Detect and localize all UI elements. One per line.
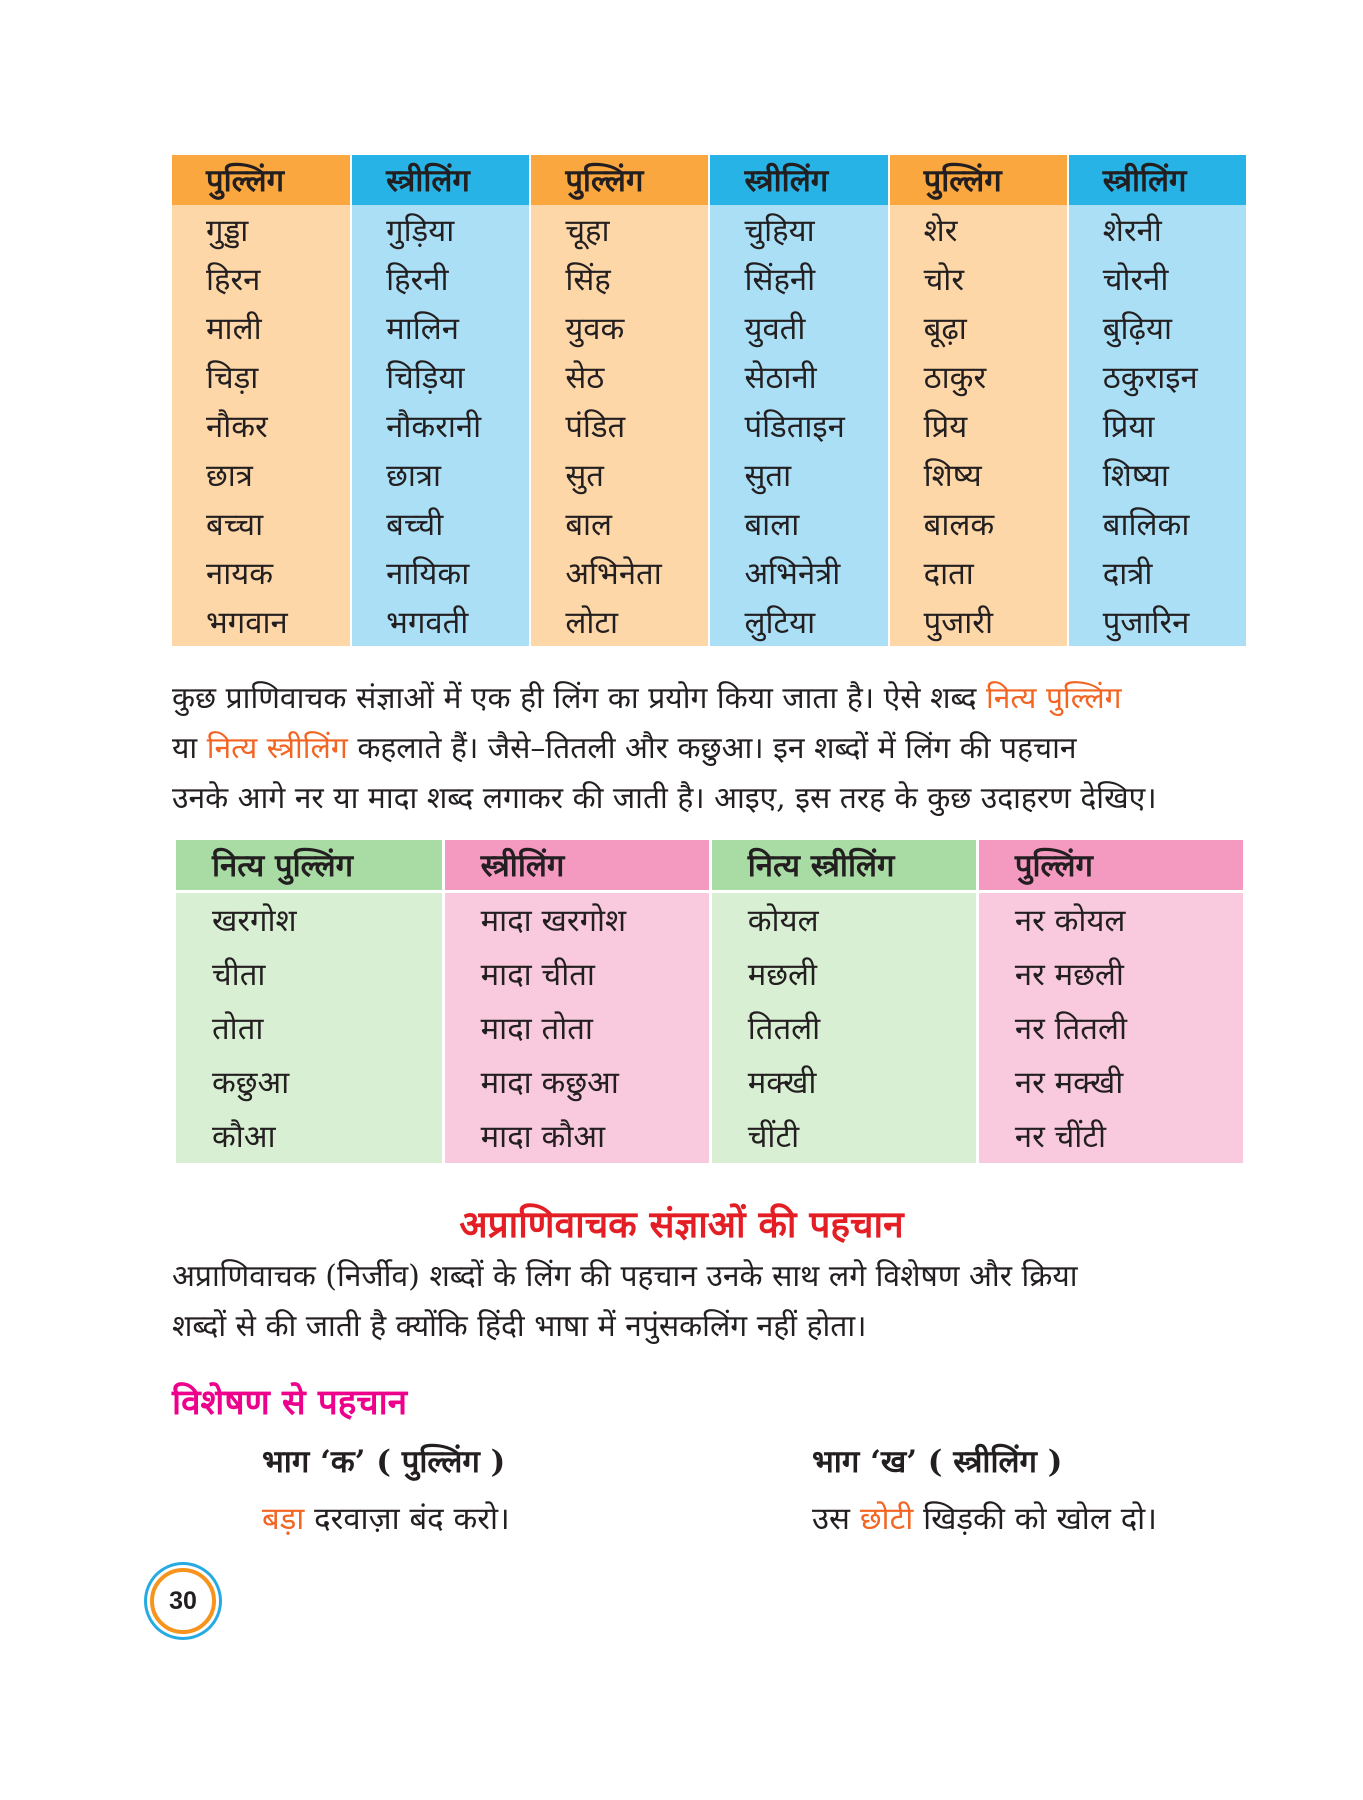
table-header-row — [172, 155, 1247, 205]
table-cell: सेठ — [530, 352, 709, 401]
column-header: पुल्लिंग — [889, 155, 1068, 205]
table-cell: नर कोयल — [977, 892, 1244, 948]
table-cell: दाता — [889, 548, 1068, 597]
table-cell: चिड़ा — [172, 352, 351, 401]
intro-line-2 — [172, 724, 1252, 774]
table-cell: पुजारी — [889, 597, 1068, 646]
table-cell: नर मक्खी — [977, 1055, 1244, 1109]
table-cell: बालिका — [1068, 499, 1247, 548]
table-cell: बाल — [530, 499, 709, 548]
text-span: कहलाते हैं। जैसे–तितली और कछुआ। इन शब्दों में लिंग की पहचान — [347, 731, 1077, 766]
part-a-sentence — [262, 1497, 510, 1539]
table-cell: बूढ़ा — [889, 303, 1068, 352]
table-row — [172, 450, 1247, 499]
table-row — [172, 499, 1247, 548]
text-span: दरवाज़ा बंद करो। — [304, 1501, 510, 1537]
table-cell: चींटी — [710, 1109, 977, 1163]
table-row — [172, 303, 1247, 352]
highlight-term: नित्य पुल्लिंग — [985, 681, 1122, 716]
table-cell: चूहा — [530, 205, 709, 254]
part-b-sentence — [812, 1497, 1157, 1539]
column-header: पुल्लिंग — [977, 840, 1244, 892]
table-cell: मछली — [710, 947, 977, 1001]
table-cell: कोयल — [710, 892, 977, 948]
table-cell: नौकरानी — [351, 401, 530, 450]
gender-table-2 — [176, 840, 1246, 1163]
table-cell: बच्ची — [351, 499, 530, 548]
body-line-2: शब्दों से की जाती है क्योंकि हिंदी भाषा में नपुंसकलिंग नहीं होता। — [172, 1309, 867, 1344]
table-cell: हिरनी — [351, 254, 530, 303]
table-cell: भगवती — [351, 597, 530, 646]
table-cell: मक्खी — [710, 1055, 977, 1109]
column-header: नित्य पुल्लिंग — [176, 840, 443, 892]
table-body — [176, 892, 1245, 1164]
table-cell: ठाकुर — [889, 352, 1068, 401]
table-cell: तोता — [176, 1001, 443, 1055]
table-cell: शेर — [889, 205, 1068, 254]
table-cell: गुड्डा — [172, 205, 351, 254]
table-cell: लुटिया — [709, 597, 888, 646]
table-cell: पंडित — [530, 401, 709, 450]
table-cell: खरगोश — [176, 892, 443, 948]
table-cell: कौआ — [176, 1109, 443, 1163]
table-cell: पुजारिन — [1068, 597, 1247, 646]
table-row — [176, 1109, 1245, 1163]
table-cell: प्रिय — [889, 401, 1068, 450]
table-row — [172, 352, 1247, 401]
table-cell: सुता — [709, 450, 888, 499]
table-header-row — [176, 840, 1245, 892]
table-cell: शिष्य — [889, 450, 1068, 499]
part-b-label: भाग ‘ख’ ( स्त्रीलिंग ) — [812, 1444, 1063, 1480]
table-cell: युवक — [530, 303, 709, 352]
page-number: 30 — [150, 1568, 216, 1634]
gender-table-1 — [172, 155, 1248, 646]
table-row — [176, 1001, 1245, 1055]
table-cell: अभिनेत्री — [709, 548, 888, 597]
highlight-term: छोटी — [859, 1501, 914, 1537]
body-line-1: अप्राणिवाचक (निर्जीव) शब्दों के लिंग की पहचान उनके साथ लगे विशेषण और क्रिया — [172, 1259, 1078, 1294]
table-row — [172, 597, 1247, 646]
table-row — [172, 548, 1247, 597]
table-cell: मादा चीता — [443, 947, 710, 1001]
table-cell: सुत — [530, 450, 709, 499]
intro-line-1 — [172, 674, 1252, 724]
table-cell: हिरन — [172, 254, 351, 303]
table-row — [172, 254, 1247, 303]
table-cell: शिष्या — [1068, 450, 1247, 499]
table-cell: भगवान — [172, 597, 351, 646]
table-cell: बाला — [709, 499, 888, 548]
table-cell: बच्चा — [172, 499, 351, 548]
highlight-term: बड़ा — [262, 1501, 305, 1537]
table-cell: तितली — [710, 1001, 977, 1055]
table-cell: माली — [172, 303, 351, 352]
table-cell: अभिनेता — [530, 548, 709, 597]
table-cell: नायक — [172, 548, 351, 597]
table-cell: बुढ़िया — [1068, 303, 1247, 352]
intro-line-3: उनके आगे नर या मादा शब्द लगाकर की जाती है। आइए, इस तरह के कुछ उदाहरण देखिए। — [172, 781, 1157, 816]
column-header: पुल्लिंग — [172, 155, 351, 205]
table-cell: नर तितली — [977, 1001, 1244, 1055]
subheading: विशेषण से पहचान — [172, 1382, 408, 1423]
text-span: कुछ प्राणिवाचक संज्ञाओं में एक ही लिंग का प्रयोग किया जाता है। ऐसे शब्द — [172, 681, 986, 716]
column-header: स्त्रीलिंग — [1068, 155, 1247, 205]
column-header: स्त्रीलिंग — [443, 840, 710, 892]
table-cell: नर मछली — [977, 947, 1244, 1001]
text-span: उस — [812, 1501, 860, 1537]
table-body — [172, 205, 1247, 646]
table-cell: छात्र — [172, 450, 351, 499]
table-cell: दात्री — [1068, 548, 1247, 597]
column-header: स्त्रीलिंग — [709, 155, 888, 205]
table-cell: कछुआ — [176, 1055, 443, 1109]
text-span: या — [172, 731, 207, 766]
table-row — [172, 205, 1247, 254]
table-cell: मादा खरगोश — [443, 892, 710, 948]
table-row — [176, 892, 1245, 948]
table-cell: नायिका — [351, 548, 530, 597]
table-cell: प्रिया — [1068, 401, 1247, 450]
table-row — [172, 401, 1247, 450]
table-cell: सिंहनी — [709, 254, 888, 303]
table-cell: नर चींटी — [977, 1109, 1244, 1163]
table-cell: मादा तोता — [443, 1001, 710, 1055]
table-cell: मालिन — [351, 303, 530, 352]
table-cell: युवती — [709, 303, 888, 352]
table-cell: चोर — [889, 254, 1068, 303]
table-cell: गुड़िया — [351, 205, 530, 254]
table-cell: मादा कौआ — [443, 1109, 710, 1163]
column-header: स्त्रीलिंग — [351, 155, 530, 205]
highlight-term: नित्य स्त्रीलिंग — [206, 731, 348, 766]
table-cell: सेठानी — [709, 352, 888, 401]
table-cell: बालक — [889, 499, 1068, 548]
column-header: पुल्लिंग — [530, 155, 709, 205]
text-span: खिड़की को खोल दो। — [913, 1501, 1157, 1537]
table-cell: मादा कछुआ — [443, 1055, 710, 1109]
table-row — [176, 947, 1245, 1001]
section-heading: अप्राणिवाचक संज्ञाओं की पहचान — [459, 1202, 904, 1246]
table-cell: लोटा — [530, 597, 709, 646]
table-cell: छात्रा — [351, 450, 530, 499]
table-cell: चिड़िया — [351, 352, 530, 401]
table-cell: चोरनी — [1068, 254, 1247, 303]
table-cell: चुहिया — [709, 205, 888, 254]
table-cell: ठकुराइन — [1068, 352, 1247, 401]
table-cell: पंडिताइन — [709, 401, 888, 450]
table-cell: चीता — [176, 947, 443, 1001]
part-a-label: भाग ‘क’ ( पुल्लिंग ) — [262, 1444, 506, 1480]
table-row — [176, 1055, 1245, 1109]
column-header: नित्य स्त्रीलिंग — [710, 840, 977, 892]
table-cell: नौकर — [172, 401, 351, 450]
table-cell: सिंह — [530, 254, 709, 303]
table-cell: शेरनी — [1068, 205, 1247, 254]
